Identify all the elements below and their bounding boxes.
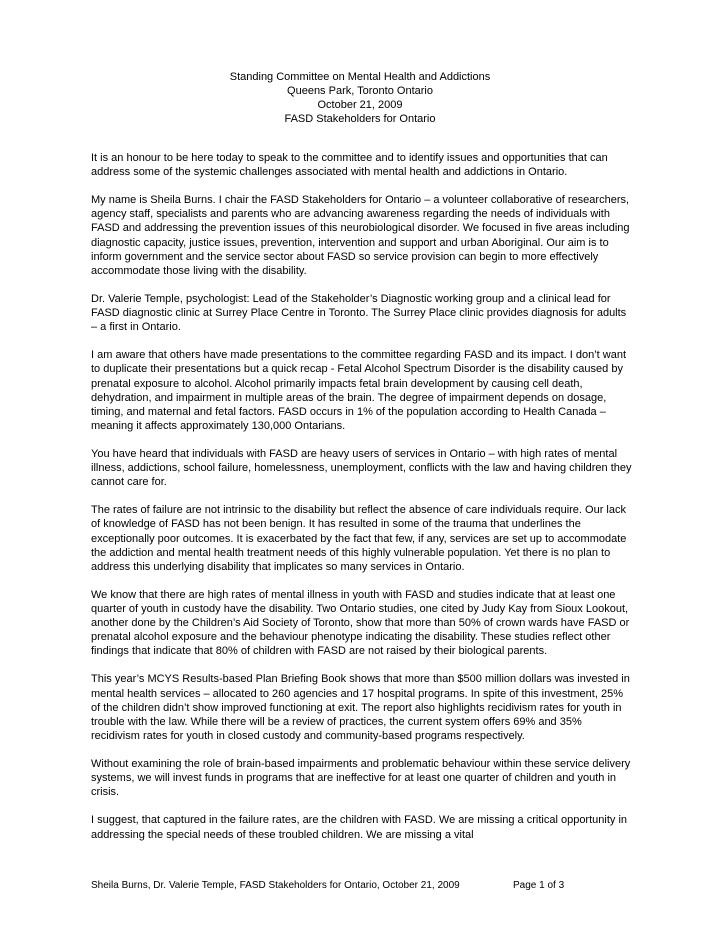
paragraph-mental-illness-youth: We know that there are high rates of mental illness in youth with FASD and studies indicate that at least one quarter of youth in custody have the disability. Two Ontario studies, one cited by Judy Kay from Sioux Lookout, another done by the Children’s Aid Society of Toronto, show that more than 50% of crown wards have FASD or prenatal alcohol exposure and the behaviour phenotype indicating the disability. These studies reflect other findings that indicate that 80% of children with FASD are not raised by their biological parents. bbox=[91, 588, 630, 658]
paragraph-intro: It is an honour to be here today to speak to the committee and to identify issues and opportunities that can address some of the systemic challenges associated with mental health and addictions in Ontario. bbox=[91, 152, 608, 179]
header-location: Queens Park, Toronto Ontario bbox=[287, 85, 433, 97]
paragraph-mcys-briefing: This year’s MCYS Results-based Plan Briefing Book shows that more than $500 million dollars was invested in mental health services – allocated to 260 agencies and 17 hospital programs. In spite of this investment, 25% of the children didn’t show improved functioning at exit. The report also highlights recidivism rates for youth in trouble with the law. While there will be a review of practices, the current system offers 69% and 35% recidivism rates for youth in closed custody and community-based programs respectively. bbox=[91, 673, 630, 742]
footer-attribution: Sheila Burns, Dr. Valerie Temple, FASD Stakeholders for Ontario, October 21, 2009 bbox=[91, 880, 460, 891]
header-date: October 21, 2009 bbox=[317, 99, 403, 111]
paragraph-without-examining: Without examining the role of brain-based impairments and problematic behaviour within these service delivery systems, we will invest funds in programs that are ineffective for at least one quarter of children and youth in crisis. bbox=[91, 758, 631, 799]
document-header bbox=[0, 70, 720, 126]
header-committee: Standing Committee on Mental Health and Addictions bbox=[229, 71, 491, 83]
document-footer bbox=[91, 880, 611, 892]
paragraph-heavy-users: You have heard that individuals with FASD are heavy users of services in Ontario – with high rates of mental illness, addictions, school failure, homelessness, unemployment, conflicts with the law and having children they cannot care for. bbox=[91, 447, 632, 489]
paragraph-sheila-burns: My name is Sheila Burns. I chair the FASD Stakeholders for Ontario – a volunteer collaborative of researchers, agency staff, specialists and parents who are advancing awareness regarding the needs of individuals with FASD and addressing the prevention issues of this neurobiological disorder. We focused in five areas including diagnostic capacity, justice issues, prevention, intervention and support and urban Aboriginal. Our aim is to inform government and the service sector about FASD so service provision can begin to more effectively accommodate those living with the disability. bbox=[91, 194, 630, 277]
paragraph-suggest: I suggest, that captured in the failure rates, are the children with FASD. We are missing a critical opportunity in addressing the special needs of these troubled children. We are missing a vital bbox=[91, 814, 628, 841]
header-organization: FASD Stakeholders for Ontario bbox=[284, 113, 436, 125]
page-number: Page 1 of 3 bbox=[513, 880, 565, 891]
paragraph-fasd-recap: I am aware that others have made presentations to the committee regarding FASD and its impact. I don’t want to duplicate their presentations but a quick recap - Fetal Alcohol Spectrum Disorder is the disability caused by prenatal exposure to alcohol. Alcohol primarily impacts fetal brain development by causing cell death, dehydration, and impairment in multiple areas of the brain. The degree of impairment depends on dosage, timing, and maternal and fetal factors. FASD occurs in 1% of the population according to Health Canada – meaning it affects approximately 130,000 Ontarians. bbox=[91, 349, 626, 432]
document-body bbox=[91, 151, 633, 856]
paragraph-valerie-temple: Dr. Valerie Temple, psychologist: Lead of the Stakeholder’s Diagnostic working group and a clinical lead for FASD diagnostic clinic at Surrey Place Centre in Toronto. The Surrey Place clinic provides diagnosis for adults – a first in Ontario. bbox=[91, 292, 627, 334]
paragraph-rates-of-failure: The rates of failure are not intrinsic to the disability but reflect the absence of care individuals require. Our lack of knowledge of FASD has not been benign. It has resulted in some of the trauma that underlines the exceptionally poor outcomes. It is exacerbated by the fact that few, if any, services are set up to accommodate the addiction and mental health treatment needs of this highly vulnerable population. Yet there is no plan to address this underlying disability that implicates so many services in Ontario. bbox=[91, 504, 627, 573]
